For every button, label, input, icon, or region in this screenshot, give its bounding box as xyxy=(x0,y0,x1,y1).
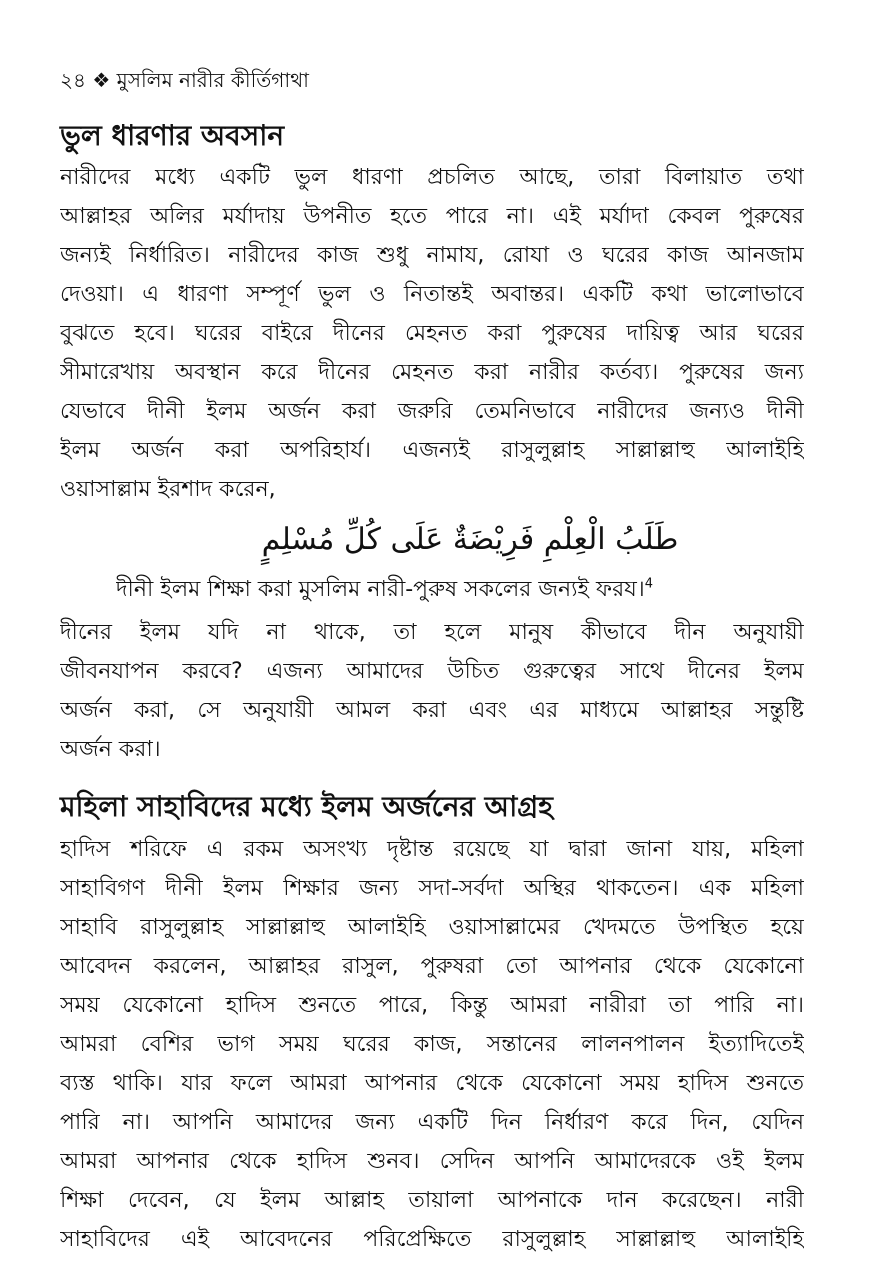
section-heading: মহিলা সাহাবিদের মধ্যে ইলম অর্জনের আগ্রহ xyxy=(60,790,553,823)
footnote-reference: 4 xyxy=(644,576,653,592)
paragraph-line: সীমারেখায় অবস্থান করে দীনের মেহনত করা নারীর কর্তব্য। পুরুষের জন্য xyxy=(60,360,804,385)
paragraph-line: সাহাবিগণ দীনী ইলম শিক্ষার জন্য সদা-সর্বদা অস্থির থাকতেন। এক মহিলা xyxy=(60,876,804,901)
translation-text: দীনী ইলম শিক্ষা করা মুসলিম নারী-পুরুষ সকলের জন্যই ফরয। xyxy=(116,577,645,602)
paragraph-line: আল্লাহর অলির মর্যাদায় উপনীত হতে পারে না। এই মর্যাদা কেবল পুরুষের xyxy=(60,204,804,229)
running-header xyxy=(60,66,309,94)
paragraph-line: সাহাবি রাসুলুল্লাহ সাল্লাল্লাহু আলাইহি ওয়াসাল্লামের খেদমতে উপস্থিত হয়ে xyxy=(60,915,804,940)
paragraph-line: আবেদন করলেন, আল্লাহর রাসুল, পুরুষরা তো আপনার থেকে যেকোনো xyxy=(60,954,804,979)
paragraph-line: দেওয়া। এ ধারণা সম্পূর্ণ ভুল ও নিতান্তই অবান্তর। একটি কথা ভালোভাবে xyxy=(60,282,804,307)
paragraph-line: অর্জন করা। xyxy=(60,737,161,762)
section-heading: ভুল ধারণার অবসান xyxy=(60,119,285,152)
hadith-translation xyxy=(116,572,804,608)
page-number: ২৪ xyxy=(60,68,86,92)
paragraph-line: ওয়াসাল্লাম ইরশাদ করেন, xyxy=(60,477,276,502)
paragraph-line: সাহাবিদের এই আবেদনের পরিপ্রেক্ষিতে রাসুলুল্লাহ সাল্লাল্লাহু আলাইহি xyxy=(60,1227,804,1252)
paragraph-line: হাদিস শরিফে এ রকম অসংখ্য দৃষ্টান্ত রয়েছে যা দ্বারা জানা যায়, মহিলা xyxy=(60,837,804,862)
book-title: মুসলিম নারীর কীর্তিগাথা xyxy=(116,68,309,92)
arabic-hadith-quote: طَلَبُ الْعِلْمِ فَرِيْضَةٌ عَلَى كُلِّ مُسْلِمٍ xyxy=(261,522,679,557)
header-ornament: ❖ xyxy=(92,68,111,92)
paragraph-line: পারি না। আপনি আমাদের জন্য একটি দিন নির্ধারণ করে দিন, যেদিন xyxy=(60,1110,804,1135)
paragraph-line: আমরা বেশির ভাগ সময় ঘরের কাজ, সন্তানের লালনপালন ইত্যাদিতেই xyxy=(60,1032,804,1057)
paragraph-line: ব্যস্ত থাকি। যার ফলে আমরা আপনার থেকে যেকোনো সময় হাদিস শুনতে xyxy=(60,1071,804,1096)
paragraph-line: জন্যই নির্ধারিত। নারীদের কাজ শুধু নামায, রোযা ও ঘরের কাজ আনজাম xyxy=(60,243,804,268)
paragraph-line: সময় যেকোনো হাদিস শুনতে পারে, কিন্তু আমরা নারীরা তা পারি না। xyxy=(60,993,804,1018)
paragraph-line: দীনের ইলম যদি না থাকে, তা হলে মানুষ কীভাবে দীন অনুযায়ী xyxy=(60,620,804,645)
paragraph-line: জীবনযাপন করবে? এজন্য আমাদের উচিত গুরুত্বের সাথে দীনের ইলম xyxy=(60,659,804,684)
paragraph-line: নারীদের মধ্যে একটি ভুল ধারণা প্রচলিত আছে, তারা বিলায়াত তথা xyxy=(60,165,804,190)
paragraph-line: ইলম অর্জন করা অপরিহার্য। এজন্যই রাসুলুল্লাহ সাল্লাল্লাহু আলাইহি xyxy=(60,438,804,463)
paragraph-line: অর্জন করা, সে অনুযায়ী আমল করা এবং এর মাধ্যমে আল্লাহর সন্তুষ্টি xyxy=(60,698,804,723)
paragraph-line: যেভাবে দীনী ইলম অর্জন করা জরুরি তেমনিভাবে নারীদের জন্যও দীনী xyxy=(60,399,804,424)
paragraph-line: বুঝতে হবে। ঘরের বাইরে দীনের মেহনত করা পুরুষের দায়িত্ব আর ঘরের xyxy=(60,321,804,346)
paragraph-line: আমরা আপনার থেকে হাদিস শুনব। সেদিন আপনি আমাদেরকে ওই ইলম xyxy=(60,1149,804,1174)
paragraph-line: শিক্ষা দেবেন, যে ইলম আল্লাহ তায়ালা আপনাকে দান করেছেন। নারী xyxy=(60,1188,804,1213)
